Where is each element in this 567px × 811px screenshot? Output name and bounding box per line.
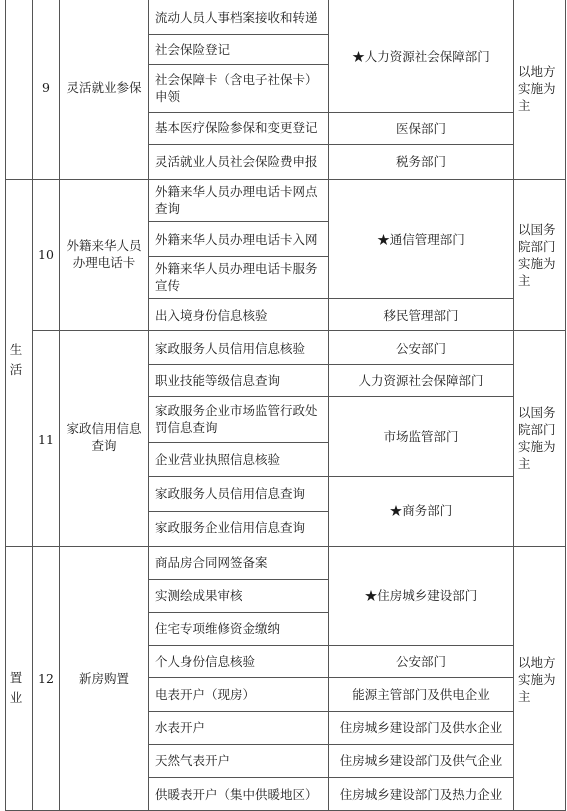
responsible-dept: 人力资源社会保障部门 bbox=[358, 373, 484, 388]
implementation-note: 以地方实施为主 bbox=[518, 64, 556, 113]
row-number: 12 bbox=[38, 671, 54, 686]
row-number: 10 bbox=[38, 247, 54, 262]
service-item: 天然气表开户 bbox=[155, 753, 231, 768]
service-item: 流动人员人事档案接收和转递 bbox=[155, 10, 318, 25]
responsible-dept: ★人力资源社会保障部门 bbox=[352, 49, 490, 64]
implementation-note: 以国务院部门实施为主 bbox=[518, 222, 556, 288]
service-name: 家政信用信息查询 bbox=[66, 421, 142, 453]
category-label-char: 置 bbox=[9, 670, 23, 685]
service-item: 出入境身份信息核验 bbox=[155, 308, 268, 323]
implementation-note: 以国务院部门实施为主 bbox=[518, 405, 556, 471]
responsible-dept: 市场监管部门 bbox=[383, 429, 459, 444]
responsible-dept: 公安部门 bbox=[395, 341, 446, 356]
service-item: 企业营业执照信息核验 bbox=[155, 452, 281, 467]
implementation-note: 以地方实施为主 bbox=[518, 655, 556, 704]
responsible-dept: 医保部门 bbox=[395, 121, 446, 136]
responsible-dept: 住房城乡建设部门及供水企业 bbox=[339, 720, 503, 735]
service-item: 社会保险登记 bbox=[155, 42, 231, 57]
service-item: 供暖表开户（集中供暖地区） bbox=[155, 787, 318, 802]
service-item: 电表开户（现房） bbox=[155, 687, 256, 702]
responsible-dept: ★住房城乡建设部门 bbox=[364, 588, 478, 603]
category-label-char: 业 bbox=[9, 690, 23, 705]
service-item: 职业技能等级信息查询 bbox=[155, 373, 281, 388]
service-name: 外籍来华人员办理电话卡 bbox=[66, 238, 142, 270]
service-item: 家政服务人员信用信息核验 bbox=[155, 341, 306, 356]
responsible-dept: ★商务部门 bbox=[389, 503, 453, 518]
service-item: 外籍来华人员办理电话卡网点查询 bbox=[155, 184, 318, 216]
responsible-dept: 移民管理部门 bbox=[383, 308, 459, 323]
row-number: 11 bbox=[38, 432, 54, 447]
service-item: 家政服务企业信用信息查询 bbox=[155, 520, 306, 535]
service-item: 社会保障卡（含电子社保卡）申领 bbox=[155, 72, 318, 104]
category-label-char: 活 bbox=[9, 362, 23, 377]
service-item: 水表开户 bbox=[155, 720, 206, 735]
row-number: 9 bbox=[42, 80, 50, 95]
service-item: 个人身份信息核验 bbox=[155, 654, 256, 669]
responsible-dept: 住房城乡建设部门及热力企业 bbox=[339, 787, 503, 802]
responsible-dept: 公安部门 bbox=[395, 654, 446, 669]
service-name: 灵活就业参保 bbox=[66, 80, 142, 95]
service-item: 家政服务人员信用信息查询 bbox=[155, 486, 306, 501]
service-item: 基本医疗保险参保和变更登记 bbox=[155, 120, 318, 135]
service-item: 外籍来华人员办理电话卡入网 bbox=[155, 232, 318, 247]
responsible-dept: 能源主管部门及供电企业 bbox=[352, 687, 490, 702]
service-item: 商品房合同网签备案 bbox=[155, 555, 268, 570]
service-item: 外籍来华人员办理电话卡服务宣传 bbox=[155, 261, 318, 293]
category-label-char: 生 bbox=[9, 342, 23, 357]
responsible-dept: ★通信管理部门 bbox=[377, 232, 465, 247]
responsible-dept: 住房城乡建设部门及供气企业 bbox=[339, 753, 503, 768]
responsible-dept: 税务部门 bbox=[395, 154, 446, 169]
service-item: 灵活就业人员社会保险费申报 bbox=[155, 154, 318, 169]
service-item: 家政服务企业市场监管行政处罚信息查询 bbox=[155, 403, 318, 435]
service-item: 住宅专项维修资金缴纳 bbox=[155, 621, 281, 636]
service-item: 实测绘成果审核 bbox=[155, 588, 243, 603]
service-name: 新房购置 bbox=[78, 671, 129, 686]
